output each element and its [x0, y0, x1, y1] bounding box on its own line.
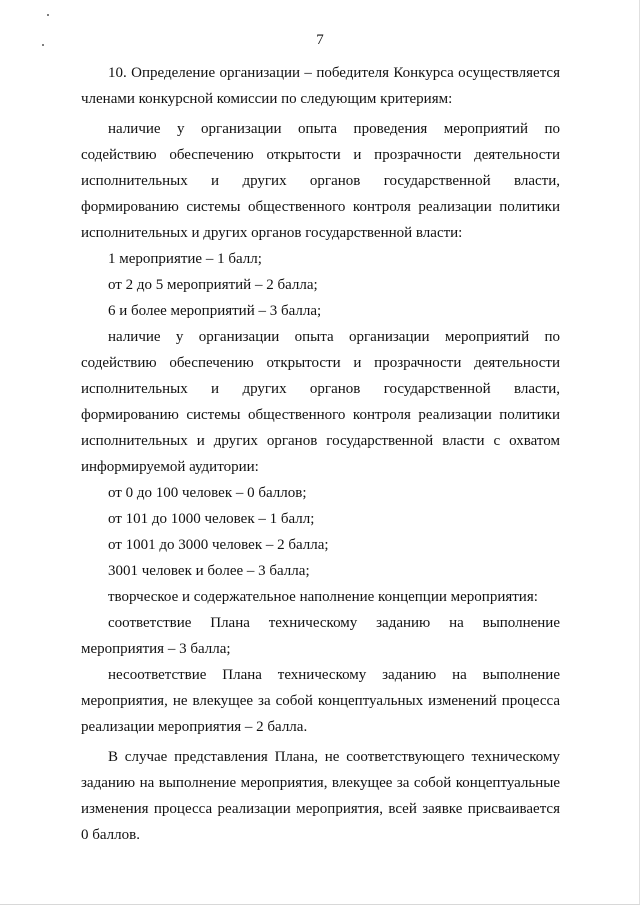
list-item-score: 3001 человек и более – 3 балла; — [108, 563, 310, 579]
list-item-score: от 1001 до 3000 человек – 2 балла; — [108, 537, 329, 553]
list-item-score: соответствие Плана техническому заданию на выполнение мероприятия – 3 балла; — [81, 615, 560, 657]
paragraph-conclusion: В случае представления Плана, не соответствующего техническому заданию на выполнение мероприятия, влекущее за собой концептуальные изменения процесса реализации мероприятия, всей заявке присваивается 0 баллов. — [81, 749, 560, 843]
list-item-score: от 101 до 1000 человек – 1 балл; — [108, 511, 315, 527]
scan-speck — [47, 14, 49, 16]
list-item-score: 1 мероприятие – 1 балл; — [108, 251, 262, 267]
list-item-score: несоответствие Плана техническому заданию на выполнение мероприятия, не влекущее за собой концептуальных изменений процесса реализации мероприятия – 2 балла. — [81, 667, 560, 735]
document-body — [81, 60, 560, 848]
paragraph-concept-content: творческое и содержательное наполнение концепции мероприятия: — [108, 589, 538, 605]
list-item-score: от 2 до 5 мероприятий – 2 балла; — [108, 277, 318, 293]
paragraph-experience-audience: наличие у организации опыта организации мероприятий по содействию обеспечению открытости и прозрачности деятельности исполнительных и других органов государственной власти, формированию системы общественного контроля реализации политики исполнительных и других органов государственной власти с охватом информируемой аудитории: — [81, 329, 560, 475]
list-item-score: 6 и более мероприятий – 3 балла; — [108, 303, 322, 319]
list-item-score: от 0 до 100 человек – 0 баллов; — [108, 485, 307, 501]
page-number: 7 — [316, 32, 324, 48]
paragraph-experience-events: наличие у организации опыта проведения мероприятий по содействию обеспечению открытости и прозрачности деятельности исполнительных и других органов государственной власти, формированию системы общественного контроля реализации политики исполнительных и других органов государственной власти: — [81, 121, 560, 241]
paragraph-criteria-intro: 10. Определение организации – победителя Конкурса осуществляется членами конкурсной комиссии по следующим критериям: — [81, 65, 560, 107]
